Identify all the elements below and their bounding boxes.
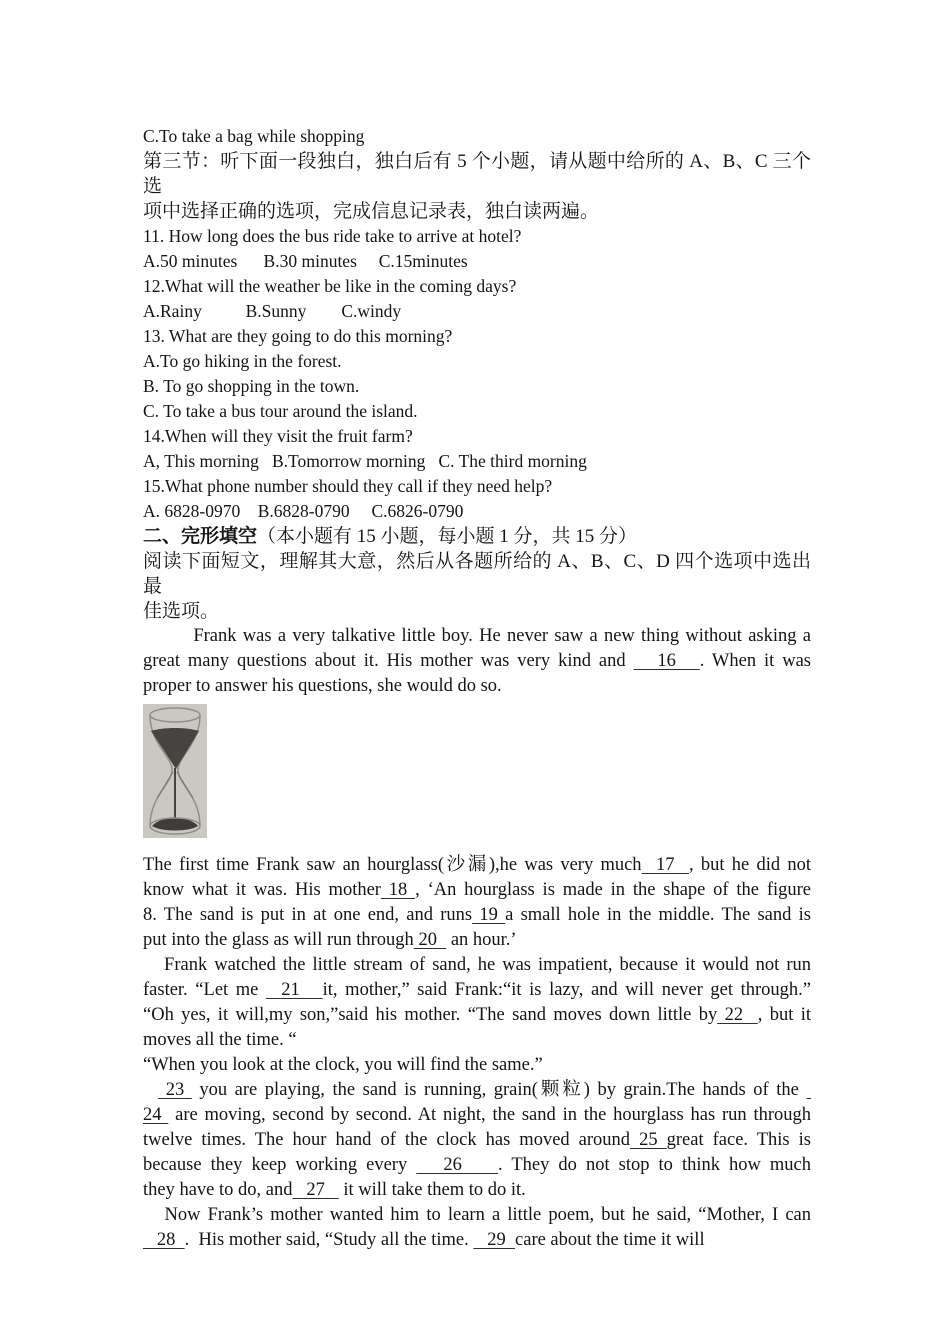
cloze-blank: 17 xyxy=(641,855,690,875)
cloze-blank: 25 xyxy=(630,1130,667,1150)
text-run: , but it xyxy=(757,1005,812,1025)
text-run: great face. This is xyxy=(666,1130,811,1150)
text-run: C.To take a bag while shopping xyxy=(143,126,365,146)
cloze-blank: 24 xyxy=(143,1105,169,1125)
text-run: great many questions about it. His mother was very kind and xyxy=(143,651,634,671)
text-line xyxy=(143,878,811,903)
text-run: The first time Frank saw an hourglass(沙漏),he was very much xyxy=(143,855,642,875)
text-line xyxy=(143,1128,811,1153)
text-line xyxy=(143,449,811,474)
passage-first-paragraph xyxy=(143,624,811,699)
text-run: Frank watched the little stream of sand, he was impatient, because it would not run xyxy=(143,955,811,975)
text-line xyxy=(143,1053,811,1078)
text-run: 12.What will the weather be like in the coming days? xyxy=(143,276,517,296)
text-line xyxy=(143,1153,811,1178)
cloze-blank: 19 xyxy=(472,905,506,925)
text-run: . When it was xyxy=(699,651,811,671)
text-run: A, This morning B.Tomorrow morning C. The third morning xyxy=(143,451,587,471)
cloze-blank: 18 xyxy=(380,880,416,900)
text-line xyxy=(143,424,811,449)
text-run: “When you look at the clock, you will find the same.” xyxy=(143,1055,543,1075)
text-line xyxy=(143,324,811,349)
text-line xyxy=(143,1003,811,1028)
text-run: know what it was. His mother xyxy=(143,880,381,900)
cloze-blank: 27 xyxy=(292,1180,339,1200)
text-line xyxy=(143,674,811,699)
text-line xyxy=(143,599,811,624)
text-run: 15.What phone number should they call if they need help? xyxy=(143,476,553,496)
text-run: C. To take a bus tour around the island. xyxy=(143,401,418,421)
text-line xyxy=(143,149,811,199)
text-run: 8. The sand is put in at one end, and runs xyxy=(143,905,473,925)
text-run: you are playing, the sand is running, grain(颗粒) by grain.The hands of the xyxy=(191,1080,807,1100)
text-line xyxy=(143,1178,811,1203)
text-run: . They do not stop to think how much xyxy=(498,1155,812,1175)
text-run: twelve times. The hour hand of the clock has moved around xyxy=(143,1130,631,1150)
text-line xyxy=(143,1078,811,1103)
text-run: a small hole in the middle. The sand is xyxy=(505,905,811,925)
text-line xyxy=(143,199,811,224)
text-run: Frank was a very talkative little boy. He never saw a new thing without asking a xyxy=(143,626,811,646)
text-run: because they keep working every xyxy=(143,1155,417,1175)
text-run: care about the time it will xyxy=(515,1230,705,1250)
text-line xyxy=(143,1103,811,1128)
text-line xyxy=(143,249,811,274)
text-line xyxy=(143,1203,811,1228)
text-run: , ‘An hourglass is made in the shape of the figure xyxy=(415,880,812,900)
text-run: Now Frank’s mother wanted him to learn a little poem, but he said, “Mother, I can xyxy=(143,1205,811,1225)
text-run: A.To go hiking in the forest. xyxy=(143,351,342,371)
cloze-heading xyxy=(143,524,811,549)
text-run: 第三节：听下面一段独白，独白后有 5 个小题，请从题中给所的 A、B、C 三个选 xyxy=(143,151,811,197)
cloze-blank: 26 xyxy=(416,1155,499,1175)
cloze-heading-title: 二、完形填空 xyxy=(143,526,258,547)
text-line xyxy=(143,978,811,1003)
text-run: are moving, second by second. At night, the sand in the hourglass has run through xyxy=(168,1105,812,1125)
text-run: they have to do, and xyxy=(143,1180,293,1200)
text-line xyxy=(143,903,811,928)
text-line xyxy=(143,224,811,249)
text-run: 14.When will they visit the fruit farm? xyxy=(143,426,413,446)
text-run: it, mother,” said Frank:“it is lazy, and will never get through.” xyxy=(322,980,812,1000)
text-line xyxy=(143,953,811,978)
text-line xyxy=(143,624,811,649)
cloze-blank: 21 xyxy=(266,980,323,1000)
text-run: A. 6828-0970 B.6828-0790 C.6826-0790 xyxy=(143,501,464,521)
cloze-blank: 23 xyxy=(158,1080,192,1100)
cloze-heading-score: （本小题有 15 小题，每小题 1 分，共 15 分） xyxy=(257,526,638,547)
text-line xyxy=(143,1028,811,1053)
text-line xyxy=(143,399,811,424)
text-line xyxy=(143,349,811,374)
cloze-instructions xyxy=(143,549,811,624)
text-line xyxy=(143,549,811,599)
text-run: A.Rainy B.Sunny C.windy xyxy=(143,301,402,321)
text-run: “Oh yes, it will,my son,”said his mother. “The sand moves down little by xyxy=(143,1005,718,1025)
listening-section xyxy=(143,124,811,524)
text-run: . His mother said, “Study all the time. xyxy=(184,1230,474,1250)
text-run: an hour.’ xyxy=(446,930,517,950)
cloze-blank: 16 xyxy=(633,651,700,671)
text-run: 13. What are they going to do this morning? xyxy=(143,326,453,346)
cloze-blank: 22 xyxy=(717,1005,758,1025)
passage-after-image xyxy=(143,853,811,1253)
text-line xyxy=(143,853,811,878)
text-run: it will take them to do it. xyxy=(338,1180,526,1200)
text-run: A.50 minutes B.30 minutes C.15minutes xyxy=(143,251,468,271)
text-run xyxy=(143,1080,158,1100)
cloze-passage xyxy=(143,624,811,1253)
text-run: 佳选项。 xyxy=(143,601,220,622)
cloze-blank: 20 xyxy=(413,930,447,950)
text-run: 11. How long does the bus ride take to arrive at hotel? xyxy=(143,226,522,246)
text-line xyxy=(143,274,811,299)
text-line xyxy=(143,124,811,149)
text-line xyxy=(143,1228,811,1253)
text-line xyxy=(143,928,811,953)
text-line xyxy=(143,474,811,499)
text-run: faster. “Let me xyxy=(143,980,267,1000)
text-run: , but he did not xyxy=(689,855,811,875)
text-line xyxy=(143,374,811,399)
cloze-blank xyxy=(806,1080,811,1100)
text-run: B. To go shopping in the town. xyxy=(143,376,360,396)
text-run: 项中选择正确的选项，完成信息记录表，独白读两遍。 xyxy=(143,201,600,222)
text-run: 阅读下面短文，理解其大意，然后从各题所给的 A、B、C、D 四个选项中选出最 xyxy=(143,551,811,597)
cloze-blank: 29 xyxy=(473,1230,516,1250)
text-line xyxy=(143,649,811,674)
hourglass-image xyxy=(143,704,207,838)
text-line xyxy=(143,499,811,524)
hourglass-icon xyxy=(143,704,207,838)
text-run: moves all the time. “ xyxy=(143,1030,297,1050)
page-content xyxy=(143,124,811,1253)
text-line xyxy=(143,299,811,324)
cloze-blank: 28 xyxy=(143,1230,185,1250)
text-run: put into the glass as will run through xyxy=(143,930,414,950)
text-run: proper to answer his questions, she would do so. xyxy=(143,676,502,696)
